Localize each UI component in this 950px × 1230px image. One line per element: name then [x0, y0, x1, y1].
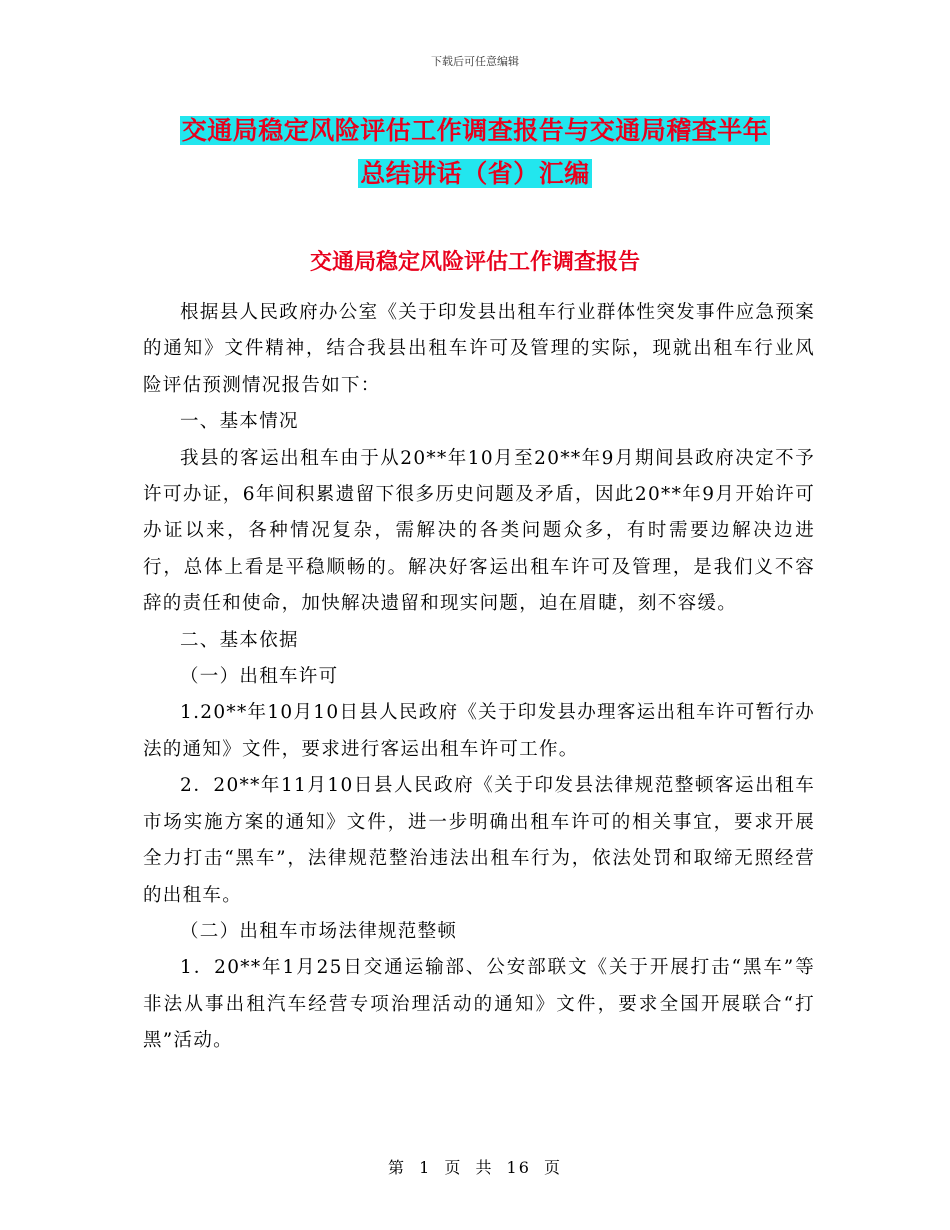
paragraph-regulation-1: 1．20**年1月25日交通运输部、公安部联文《关于开展打击“黑车”等非法从事出租汽车经营专项治理活动的通知》文件，要求全国开展联合“打黑”活动。 [143, 957, 815, 1052]
page-footer: 第 1 页 共 16 页 [388, 1158, 562, 1177]
paragraph-basis-2: 2．20**年11月10日县人民政府《关于印发县法律规范整顿客运出租车市场实施方案的通知》文件，进一步明确出租车许可的相关事宜，要求开展全力打击“黑车”，法律规范整治违法出租车行为，依法处罚和取缔无照经营的出租车。 [143, 775, 815, 906]
header-note: 下载后可任意编辑 [431, 55, 519, 68]
paragraph-intro: 根据县人民政府办公室《关于印发县出租车行业群体性突发事件应急预案的通知》文件精神，结合我县出租车许可及管理的实际，现就出租车行业风险评估预测情况报告如下： [143, 302, 815, 396]
subheading-market-regulation: （二）出租车市场法律规范整顿 [180, 920, 458, 942]
heading-basic-situation: 一、基本情况 [180, 411, 299, 433]
document-title-line-1 [0, 114, 950, 148]
section-title: 交通局稳定风险评估工作调查报告 [309, 250, 640, 275]
paragraph-basis-1: 1.20**年10月10日县人民政府《关于印发县办理客运出租车许可暂行办法的通知》文件，要求进行客运出租车许可工作。 [143, 702, 815, 760]
document-title-line-2-text: 总结讲话（省）汇编 [360, 159, 590, 188]
heading-basic-basis: 二、基本依据 [180, 629, 299, 651]
document-body [143, 295, 815, 1060]
document-title-line-1-text: 交通局稳定风险评估工作调查报告与交通局稽查半年 [181, 116, 769, 145]
document-title-line-2 [0, 157, 950, 191]
paragraph-basic-situation: 我县的客运出租车由于从20**年10月至20**年9月期间县政府决定不予许可办证，6年间积累遗留下很多历史问题及矛盾，因此20**年9月开始许可办证以来，各种情况复杂，需解决的各类问题众多，有时需要边解决边进行，总体上看是平稳顺畅的。解决好客运出租车许可及管理，是我们义不容辞的责任和使命，加快解决遗留和现实问题，迫在眉睫，刻不容缓。 [143, 447, 815, 615]
subheading-taxi-license: （一）出租车许可 [180, 666, 339, 688]
